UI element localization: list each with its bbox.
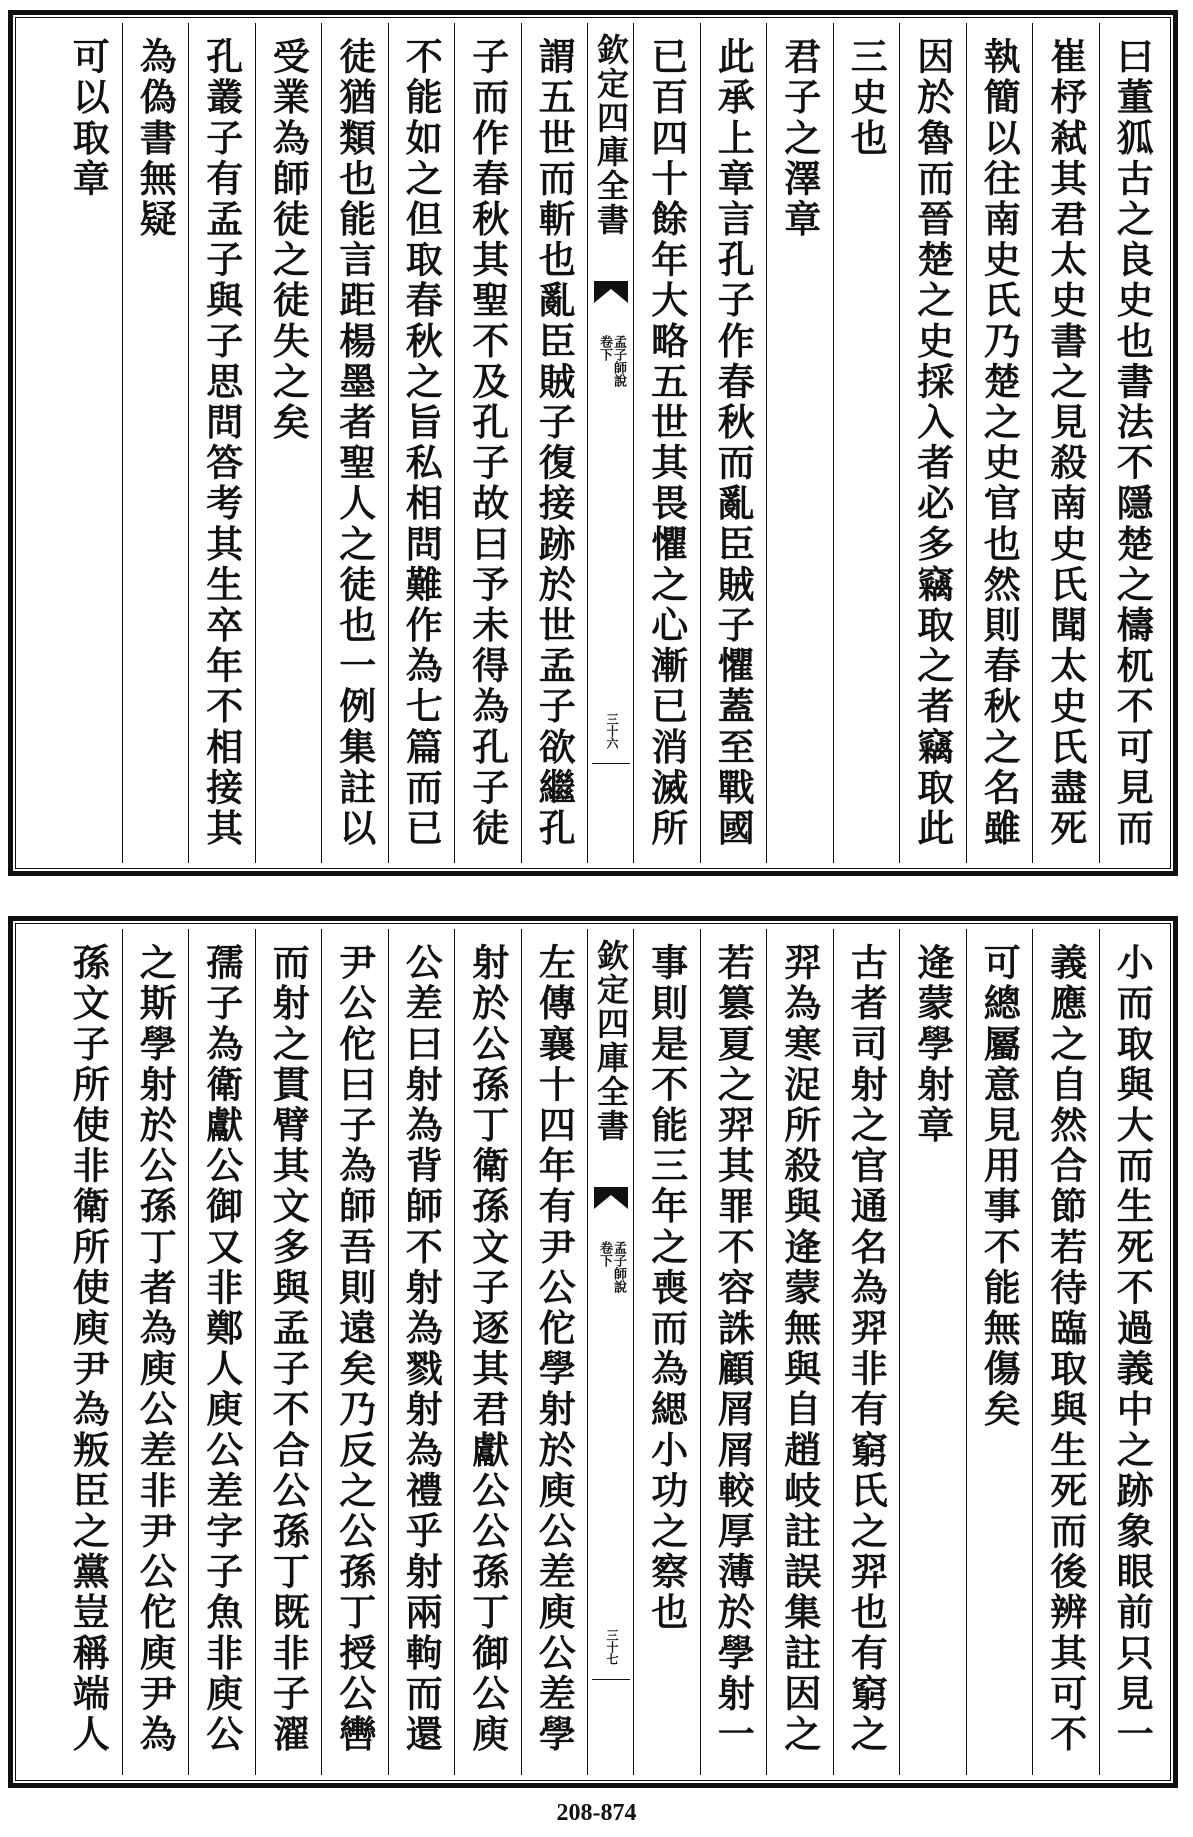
column-text: 因於魯而晉楚之史採入者必多竊取之者竊取此 [910, 37, 955, 849]
bottom-page [8, 916, 1178, 1788]
text-column [321, 929, 388, 1775]
column-text: 左傳襄十四年有尹公佗學射於庾公差庾公差學 [532, 943, 577, 1755]
book-title: 孟子師說 [611, 335, 626, 387]
collection-title: 欽定四庫全書 [592, 33, 630, 237]
column-text: 尹公佗曰子為師吾則遠矣乃反之公孫丁授公轡 [332, 943, 377, 1755]
text-column [321, 23, 388, 863]
text-column [966, 23, 1033, 863]
text-column [255, 929, 322, 1775]
column-text: 可以取章 [66, 37, 111, 200]
text-column [188, 929, 255, 1775]
text-column [388, 23, 455, 863]
collection-title: 欽定四庫全書 [592, 939, 630, 1143]
fishtail-mark-icon [594, 1187, 628, 1209]
column-text: 子而作春秋其聖不及孔子故曰予未得為孔子徒 [465, 37, 510, 849]
top-page [8, 10, 1178, 876]
column-text: 曰董狐古之良史也書法不隱楚之檮杌不可見而 [1110, 37, 1155, 849]
text-column [55, 23, 122, 863]
column-text: 羿為寒浞所殺與逄蒙無與自趙岐註誤集註因之 [777, 943, 822, 1755]
text-column [1099, 929, 1166, 1775]
column-text: 而射之貫臂其文多與孟子不合公孫丁既非子濯 [266, 943, 311, 1755]
text-column [521, 23, 588, 863]
column-text: 孔叢子有孟子與子思問答考其生卒年不相接其 [199, 37, 244, 849]
column-text: 孫文子所使非衛所使庾尹為叛臣之黨豈稱端人 [66, 943, 111, 1755]
column-text: 可總屬意見用事不能無傷矣 [977, 943, 1022, 1431]
column-text: 受業為師徒之徒失之矣 [266, 37, 311, 443]
column-text: 已百四十餘年大略五世其畏懼之心漸已消滅所 [644, 37, 689, 849]
text-column [899, 23, 966, 863]
text-column [899, 929, 966, 1775]
text-column [700, 23, 767, 863]
book-title: 孟子師說 [611, 1241, 626, 1293]
text-column [1099, 23, 1166, 863]
text-column [388, 929, 455, 1775]
folio-number: 三十六 [605, 713, 619, 749]
column-text: 為偽書無疑 [133, 37, 178, 240]
text-column [633, 23, 700, 863]
text-column [966, 929, 1033, 1775]
text-column [833, 23, 900, 863]
text-column [122, 23, 189, 863]
text-column [700, 929, 767, 1775]
column-text: 孺子為衛獻公御又非鄭人庾公差字子魚非庾公 [199, 943, 244, 1755]
text-column [454, 929, 521, 1775]
column-text: 若篡夏之羿其罪不容誅顧屑屑較厚薄於學射一 [711, 943, 756, 1755]
center-fold [587, 929, 633, 1775]
column-text: 此承上章言孔子作春秋而亂臣賊子懼蓋至戰國 [711, 37, 756, 849]
fishtail-mark-icon [594, 281, 628, 303]
column-text: 公差曰射為背師不射為戮射為禮乎射兩軥而還 [399, 943, 444, 1755]
column-text: 古者司射之官通名為羿非有窮氏之羿也有窮之 [844, 943, 889, 1755]
fold-rule [592, 763, 630, 764]
column-text: 謂五世而斬也亂臣賊子復接跡於世孟子欲繼孔 [532, 37, 577, 849]
text-column [55, 929, 122, 1775]
column-text: 義應之自然合節若待臨取與生死而後辨其可不 [1043, 943, 1088, 1755]
bottom-page-columns [21, 929, 1165, 1775]
volume-label: 卷下 [597, 1241, 612, 1267]
column-text: 小而取與大而生死不過義中之跡象眼前只見一 [1110, 943, 1155, 1755]
volume-label: 卷下 [597, 335, 612, 361]
page-number: 208-874 [556, 1800, 637, 1826]
text-column [766, 929, 833, 1775]
column-text: 射於公孫丁衛孫文子逐其君獻公公孫丁御公庾 [465, 943, 510, 1755]
column-text: 崔杼弒其君太史書之見殺南史氏聞太史氏盡死 [1043, 37, 1088, 849]
text-column [521, 929, 588, 1775]
text-column [1032, 23, 1099, 863]
text-column [255, 23, 322, 863]
text-column [122, 929, 189, 1775]
column-text: 徒猶類也能言距楊墨者聖人之徒也一例集註以 [332, 37, 377, 849]
text-column [833, 929, 900, 1775]
text-column [766, 23, 833, 863]
column-text: 執簡以往南史氏乃楚之史官也然則春秋之名雖 [977, 37, 1022, 849]
column-text: 逄蒙學射章 [910, 943, 955, 1146]
fold-rule [592, 1679, 630, 1680]
column-text: 不能如之但取春秋之旨私相問難作為七篇而已 [399, 37, 444, 849]
column-text: 事則是不能三年之喪而為緦小功之察也 [644, 943, 689, 1634]
text-column [188, 23, 255, 863]
text-column [454, 23, 521, 863]
folio-number: 三十七 [605, 1629, 619, 1665]
center-fold [587, 23, 633, 863]
column-text: 三史也 [844, 37, 889, 159]
top-page-columns [21, 23, 1165, 863]
text-column [1032, 929, 1099, 1775]
text-column [633, 929, 700, 1775]
column-text: 之斯學射於公孫丁者為庾公差非尹公佗庾尹為 [133, 943, 178, 1755]
column-text: 君子之澤章 [777, 37, 822, 240]
